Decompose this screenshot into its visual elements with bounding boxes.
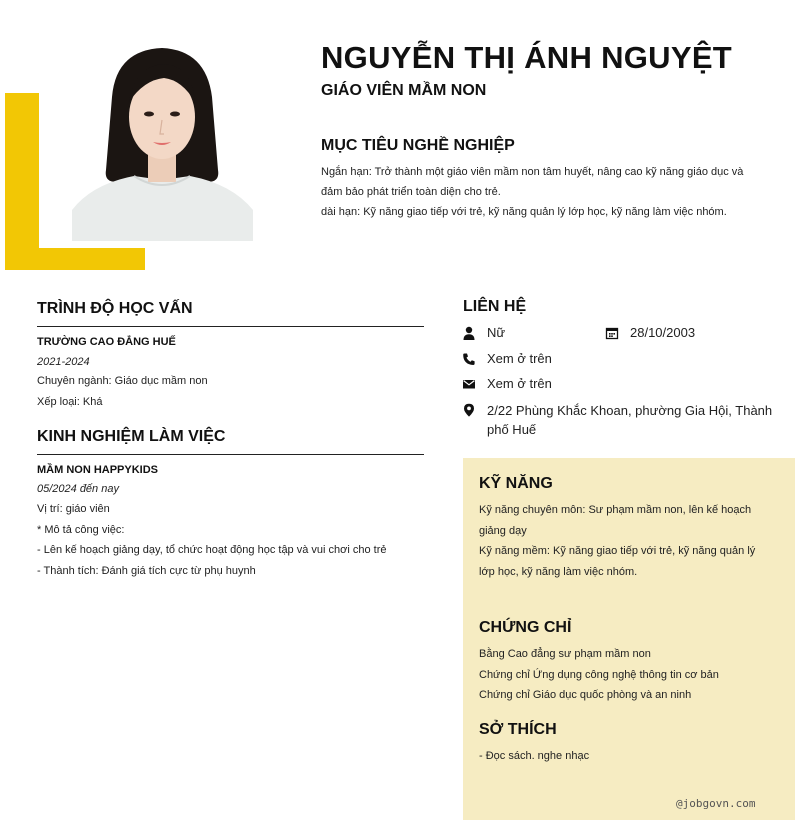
contact-gender: Nữ <box>487 325 506 340</box>
experience-divider <box>37 454 424 455</box>
certificate-item: Chứng chỉ Giáo dục quốc phòng và an ninh <box>479 689 692 701</box>
objective-text <box>321 162 761 222</box>
contact-birthday: 28/10/2003 <box>630 325 696 340</box>
education-period: 2021-2024 <box>37 356 90 368</box>
objective-title: MỤC TIÊU NGHỀ NGHIỆP <box>321 137 515 154</box>
objective-line: Ngắn hạn: Trở thành một giáo viên mầm non tâm huyết, nâng cao kỹ năng giáo dục và đảm bảo phát triển toàn diện cho trẻ. <box>321 166 744 198</box>
contact-email: Xem ở trên <box>487 376 552 391</box>
experience-line: - Thành tích: Đánh giá tích cực từ phụ huynh <box>37 564 256 577</box>
education-school: TRƯỜNG CAO ĐẲNG HUẾ <box>37 336 176 348</box>
objective-line: dài hạn: Kỹ năng giao tiếp với trẻ, kỹ năng quản lý lớp học, kỹ năng làm việc nhóm. <box>321 206 727 218</box>
experience-line: - Lên kế hoạch giảng dạy, tổ chức hoạt động học tập và vui chơi cho trẻ <box>37 544 387 556</box>
certificates-text <box>479 644 764 706</box>
person-icon <box>462 326 476 340</box>
certificates-title: CHỨNG CHỈ <box>479 619 572 636</box>
education-rank: Xếp loại: Khá <box>37 396 103 408</box>
experience-details <box>37 499 437 581</box>
education-title: TRÌNH ĐỘ HỌC VẤN <box>37 300 193 317</box>
hobbies-text: - Đọc sách. nghe nhạc <box>479 750 590 762</box>
certificate-item: Chứng chỉ Ứng dụng công nghệ thông tin cơ bản <box>479 668 719 681</box>
hobbies-title: SỞ THÍCH <box>479 721 557 738</box>
experience-period: 05/2024 đến nay <box>37 483 119 495</box>
accent-bar-vertical <box>5 93 39 270</box>
experience-title: KINH NGHIỆM LÀM VIỆC <box>37 428 226 445</box>
skills-text <box>479 500 764 582</box>
experience-line: * Mô tả công việc: <box>37 523 125 536</box>
certificate-item: Bằng Cao đẳng sư phạm mầm non <box>479 648 651 660</box>
contact-phone: Xem ở trên <box>487 351 552 366</box>
contact-title: LIÊN HỆ <box>463 298 527 315</box>
profile-photo <box>72 42 253 241</box>
calendar-icon <box>605 326 619 340</box>
watermark: @jobgovn.com <box>676 797 756 810</box>
candidate-role: GIÁO VIÊN MẦM NON <box>321 82 487 99</box>
mail-icon <box>462 377 476 391</box>
accent-bar-horizontal <box>5 248 145 270</box>
education-major: Chuyên ngành: Giáo dục mầm non <box>37 375 208 387</box>
skills-line: Kỹ năng mềm: Kỹ năng giao tiếp với trẻ, kỹ năng quản lý lớp học, kỹ năng làm việc nhóm. <box>479 545 756 578</box>
phone-icon <box>462 352 476 366</box>
skills-line: Kỹ năng chuyên môn: Sư phạm mầm non, lên kế hoạch giảng dạy <box>479 504 752 537</box>
candidate-name: NGUYỄN THỊ ÁNH NGUYỆT <box>321 40 733 75</box>
skills-title: KỸ NĂNG <box>479 475 553 492</box>
contact-address: 2/22 Phùng Khắc Khoan, phường Gia Hội, Thành phố Huế <box>487 403 773 437</box>
experience-company: MẦM NON HAPPYKIDS <box>37 464 159 476</box>
location-pin-icon <box>462 403 476 417</box>
experience-line: Vị trí: giáo viên <box>37 503 110 515</box>
education-divider <box>37 326 424 327</box>
